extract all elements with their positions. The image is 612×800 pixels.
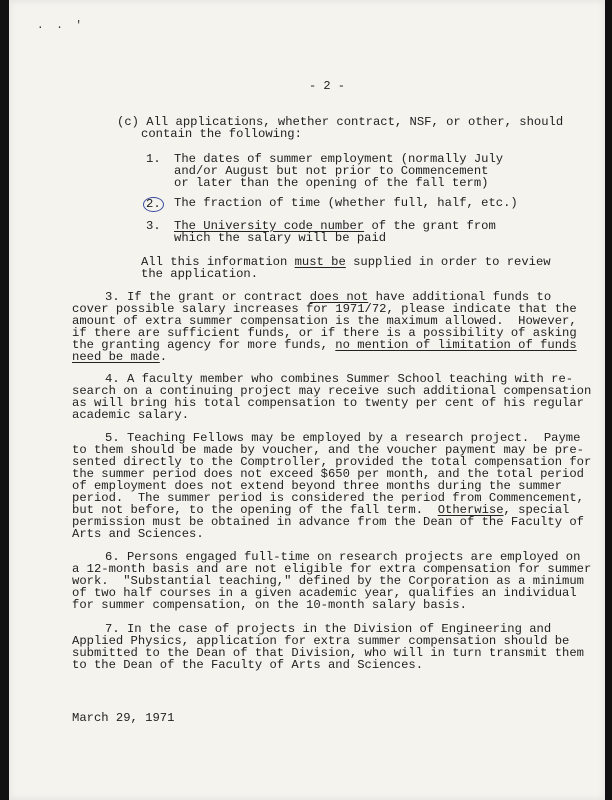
item3-number: 3. [146,219,161,233]
para3-line2: cover possible salary increases for 1971/72, please indicate that the [72,302,577,316]
closing-line1-a: All this information [141,255,295,269]
para3-line3: amount of extra summer compensation is the maximum allowed. However, [72,314,577,328]
para5-line5: of employment does not extend beyond three months during the summer [72,479,563,493]
para7-line2: Applied Physics, application for extra summer compensation should be [72,634,570,648]
document-date: March 29, 1971 [72,711,175,725]
para3-l5-a: the granting agency for more funds, [72,338,336,352]
para4-line4: academic salary. [72,408,190,422]
para4-line3: as will bring his total compensation to twenty per cent of his regular [72,396,584,410]
item2-text: The fraction of time (whether full, half, etc.) [174,196,518,210]
para6-line2: a 12-month basis and are not eligible for extra compensation for summer [72,562,592,576]
para5-l7-b: , special [503,503,570,517]
para7-line4: to the Dean of the Faculty of Arts and Sciences. [72,658,424,672]
item1-line3: or later than the opening of the fall term) [174,176,489,190]
para5-line4: the summer period does not exceed $650 per month, and the total period [72,467,584,481]
item3-underlined: The University code number [174,219,365,233]
para5-line2: to them should be made by voucher, and the voucher payment may be pre- [72,443,584,457]
para3-l1-underlined: does not [309,290,369,304]
para7-line1: 7. In the case of projects in the Division of Engineering and [105,622,552,636]
para6-line4: of two half courses in a given academic year, qualifies an individual [72,586,577,600]
item3-line2: which the salary will be paid [174,231,387,245]
para3-line4: if there are sufficient funds, or if there is a possibility of asking [72,326,577,340]
para5-line1: 5. Teaching Fellows may be employed by a research project. Payme [105,431,581,445]
para6-line5: for summer compensation, on the 10-month salary basis. [72,598,467,612]
item2-circle-mark: 2. [143,197,164,212]
item1-number: 1. [146,152,161,166]
para5-l7-underlined: Otherwise [437,503,504,517]
para3-l6-underlined: need be made [72,350,160,364]
closing-line1-underlined: must be [294,255,346,269]
para3-l6-b: . [159,350,168,364]
para7-line3: submitted to the Dean of that Division, who will in turn transmit them [72,646,584,660]
item3-rest: of the grant from [364,219,496,233]
section-c-intro-line1: (c) All applications, whether contract, NSF, or other, should [117,115,564,129]
para5-line6: period. The summer period is considered the period from Commencement, [72,491,584,505]
item1-line2: and/or August but not prior to Commencement [174,164,489,178]
document-page [9,0,605,800]
para4-line2: search on a continuing project may receive such additional compensation [72,384,592,398]
item2-number [146,197,164,212]
para3-l1-a: 3. If the grant or contract [105,290,310,304]
closing-line1-b: supplied in order to review [345,255,551,269]
closing-line2: the application. [141,267,259,281]
para6-line1: 6. Persons engaged full-time on research projects are employed on [105,550,581,564]
page-number: - 2 - [309,79,346,93]
para5-line9: Arts and Sciences. [72,527,204,541]
para4-line1: 4. A faculty member who combines Summer School teaching with re- [105,372,574,386]
para6-line3: work. "Substantial teaching," defined by the Corporation as a minimum [72,574,584,588]
para3-l1-b: have additional funds to [368,290,552,304]
item1-line1: The dates of summer employment (normally July [174,152,504,166]
para5-line8: permission must be obtained in advance from the Dean of the Faculty of [72,515,584,529]
para5-line3: sented directly to the Comptroller, provided the total compensation for [72,455,592,469]
para3-line6 [72,351,167,363]
para3-l5-underlined: no mention of limitation of funds [335,338,577,352]
margin-marks: . . ' [37,20,86,32]
para5-l7-a: but not before, to the opening of the fall term. [72,503,438,517]
section-c-intro-line2: contain the following: [141,127,302,141]
